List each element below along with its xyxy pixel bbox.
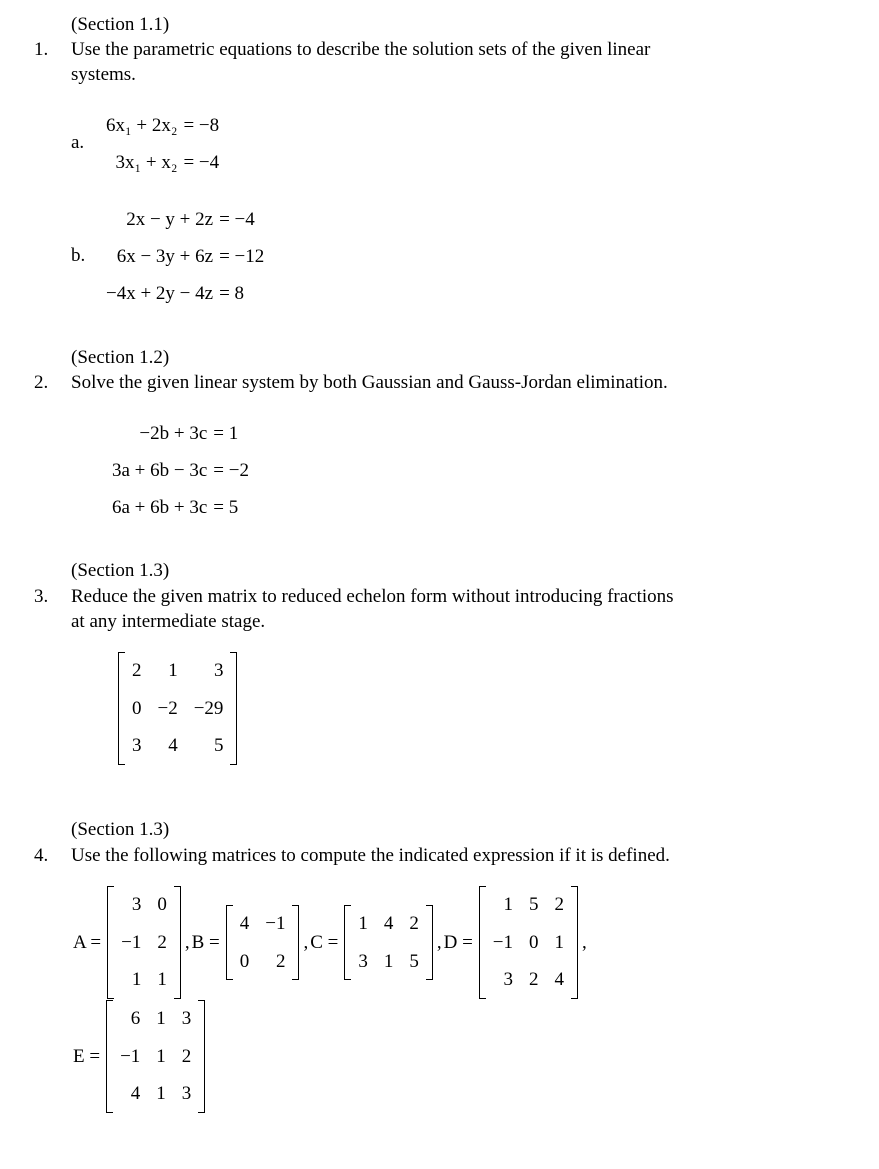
matrix-entry: −1 <box>120 1045 141 1067</box>
matrix-entry: 2 <box>554 894 565 916</box>
matrix-entry: 3 <box>213 660 224 681</box>
equation-system <box>106 209 264 305</box>
matrix-entry: 2 <box>181 1045 192 1067</box>
equation-lhs: 6x − 3y + 6z <box>116 246 214 267</box>
separator: , <box>582 931 587 953</box>
matrix-entry: 1 <box>157 969 167 991</box>
problem-number: 2. <box>34 372 49 393</box>
problem-number: 1. <box>34 39 49 60</box>
equation-system <box>112 423 249 519</box>
matrix-entry: 2 <box>409 913 419 934</box>
matrix-entry: 0 <box>239 950 250 972</box>
part-label: b. <box>71 245 86 266</box>
problem-text: Use the parametric equations to describe the solution sets of the given linear <box>71 39 651 60</box>
problem-text: Use the following matrices to compute the indicated expression if it is defined. <box>71 845 670 866</box>
matrix-entry: 1 <box>156 1045 166 1067</box>
matrix-label: E = <box>73 1045 101 1067</box>
matrix <box>118 652 237 765</box>
separator: , <box>184 931 190 953</box>
equation-rhs: = 5 <box>213 497 239 518</box>
equation-rhs: = −12 <box>219 246 265 267</box>
section-label: (Section 1.1) <box>71 14 170 35</box>
matrix-entry: 3 <box>131 894 142 916</box>
matrix-entry: 1 <box>131 969 142 991</box>
matrix-label: C = <box>310 931 339 953</box>
matrix-entry: 4 <box>168 735 178 756</box>
matrix-entry: 2 <box>275 950 286 972</box>
matrix-entry: 0 <box>132 697 142 719</box>
problem-text: systems. <box>71 64 136 85</box>
matrix-entry: 5 <box>409 950 419 972</box>
matrix-entry: 1 <box>168 660 178 681</box>
part-label: a. <box>71 132 85 153</box>
matrix-definitions-row <box>71 886 587 999</box>
matrix-entry: 4 <box>554 969 565 991</box>
problem-number: 3. <box>34 586 49 607</box>
matrix-entry: 1 <box>554 931 565 953</box>
problem-text: Reduce the given matrix to reduced echelon form without introducing fractions <box>71 586 674 607</box>
equation-rhs: = 1 <box>213 423 239 444</box>
matrix-entry: 3 <box>132 735 142 756</box>
problem-text: Solve the given linear system by both Gaussian and Gauss-Jordan elimination. <box>71 372 668 393</box>
matrix-definitions-row <box>71 1000 209 1113</box>
section-label: (Section 1.3) <box>71 560 170 581</box>
matrix-label: D = <box>443 931 473 953</box>
matrix-entry: 1 <box>156 1083 166 1105</box>
matrix-entry: −1 <box>121 931 142 953</box>
matrix-b <box>226 905 300 980</box>
matrix-entry: 1 <box>383 950 394 972</box>
matrix-entry: 2 <box>529 969 539 991</box>
matrix-d <box>479 886 578 999</box>
equation-rhs: = −8 <box>183 115 220 136</box>
matrix-entry: 5 <box>213 735 224 756</box>
matrix-entry: 0 <box>529 931 539 953</box>
matrix-entry: −1 <box>492 931 514 953</box>
matrix-entry: 4 <box>239 913 250 934</box>
equation-rhs: = 8 <box>219 283 245 304</box>
matrix-entry: 3 <box>358 950 368 972</box>
separator: , <box>303 931 309 953</box>
problem-text: at any intermediate stage. <box>71 611 266 632</box>
matrix-entry: 1 <box>503 894 514 916</box>
equation-lhs: 6x₁ + 2x₂ <box>106 115 178 136</box>
matrix-entry: 5 <box>529 894 539 916</box>
matrix-entry: 1 <box>358 913 368 934</box>
matrix-entry: 3 <box>503 969 514 991</box>
matrix-label: B = <box>191 931 220 953</box>
equation-system <box>106 115 219 174</box>
equation-lhs: 3a + 6b − 3c <box>112 460 208 481</box>
matrix-a <box>107 886 181 999</box>
equation-lhs: 6a + 6b + 3c <box>112 497 208 518</box>
matrix-entry: 0 <box>157 894 167 916</box>
matrix-e <box>106 1000 205 1113</box>
matrix-row <box>114 652 241 765</box>
matrix-c <box>344 905 433 980</box>
matrix-entry: −2 <box>157 697 178 719</box>
equation-rhs: = −4 <box>219 209 255 230</box>
matrix-label: A = <box>73 931 102 953</box>
matrix-entry: −29 <box>193 697 224 719</box>
equation-lhs: 3x₁ + x₂ <box>115 152 178 173</box>
matrix-entry: 3 <box>181 1008 192 1030</box>
matrix-entry: 6 <box>130 1008 141 1030</box>
matrix-entry: 2 <box>157 931 167 953</box>
matrix-entry: 4 <box>130 1083 141 1105</box>
matrix-entry: 2 <box>132 660 142 681</box>
equation-lhs: 2x − y + 2z <box>126 209 214 230</box>
equation-rhs: = −2 <box>213 460 249 481</box>
section-label: (Section 1.3) <box>71 819 170 840</box>
equation-lhs: −4x + 2y − 4z <box>106 283 214 304</box>
matrix-entry: −1 <box>265 913 286 934</box>
equation-rhs: = −4 <box>183 152 220 173</box>
equation-lhs: −2b + 3c <box>139 423 208 444</box>
section-label: (Section 1.2) <box>71 347 170 368</box>
matrix-entry: 3 <box>181 1083 192 1105</box>
matrix-entry: 4 <box>383 913 394 934</box>
matrix-entry: 1 <box>156 1008 166 1030</box>
separator: , <box>436 931 442 953</box>
problem-number: 4. <box>34 845 49 866</box>
